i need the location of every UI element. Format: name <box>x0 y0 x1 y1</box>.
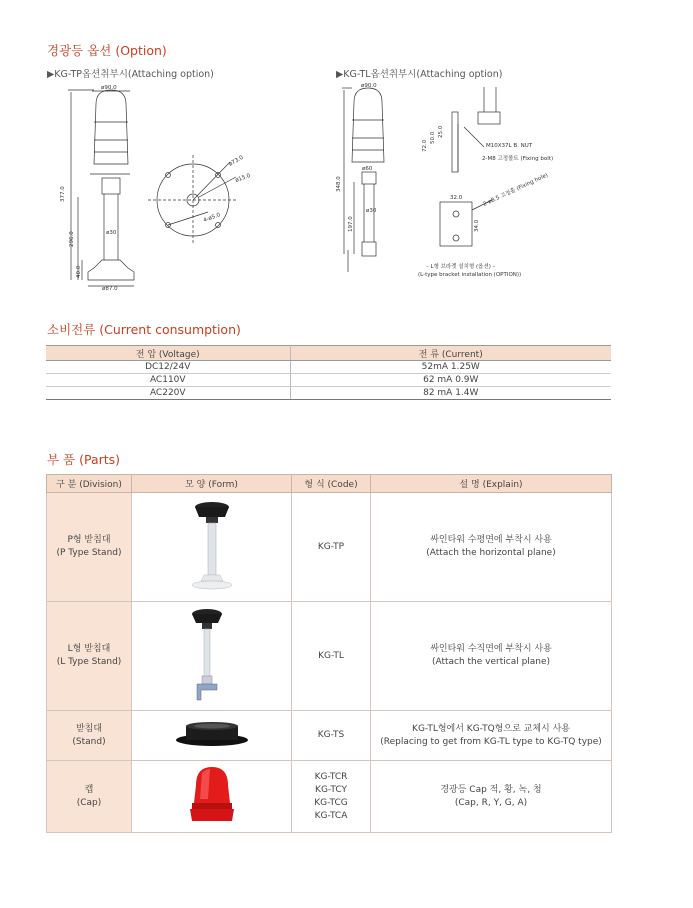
form-cell <box>132 761 292 833</box>
tp-dim-height-total: 377.0 <box>60 186 66 202</box>
tl-dim-neck-dia: ø60 <box>362 166 373 172</box>
tl-dim-bracket-w: 32.0 <box>450 195 463 201</box>
parts-header-division: 구 분 (Division) <box>47 475 132 493</box>
tl-bracket-caption-ko: – L형 브라켓 설치형 (옵션) – <box>426 264 496 270</box>
explain-cell: 경광등 Cap 적, 황, 녹, 청 (Cap, R, Y, G, A) <box>371 761 612 833</box>
division-cell: 캡 (Cap) <box>47 761 132 833</box>
tl-dim-bracket-hole: 2-ø8.5 고정홀 (Fixing hole) <box>482 172 550 208</box>
tl-dim-pole-dia: ø30 <box>366 208 377 214</box>
option-title: 경광등 옵션 (Option) <box>47 43 167 58</box>
tl-dim-bolt: M10X37L B. NUT <box>486 143 533 149</box>
tl-bracket-caption-en: (L-type bracket installation (OPTION)) <box>418 272 522 278</box>
tp-dim-height-pole: 296.0 <box>69 231 75 247</box>
tl-option-caption: ▶KG-TL옵션취부시(Attaching option) <box>336 69 503 80</box>
form-cell <box>132 602 292 711</box>
parts-header-explain: 설 명 (Explain) <box>371 475 612 493</box>
voltage-cell: AC220V <box>46 387 290 400</box>
explain-cell: KG-TL형에서 KG-TQ형으로 교체시 사용 (Replacing to get from KG-TL type to KG-TQ type) <box>371 711 612 761</box>
tp-dim-circle-a: ø73.0 <box>228 154 245 168</box>
explain-cell: 싸인타워 수직면에 부착시 사용 (Attach the vertical plane) <box>371 602 612 711</box>
current-cell: 52mA 1.25W <box>290 361 611 374</box>
tl-dim-height-lower: 197.0 <box>348 216 354 232</box>
parts-table <box>46 474 612 833</box>
p-type-stand-image <box>177 499 247 591</box>
tp-dim-top-dia: ø90.0 <box>101 85 117 91</box>
parts-header-code: 형 식 (Code) <box>292 475 371 493</box>
voltage-cell: AC110V <box>46 374 290 387</box>
stand-image <box>172 718 252 748</box>
table-row <box>47 761 612 833</box>
table-row <box>47 493 612 602</box>
code-cell: KG-TCR KG-TCY KG-TCG KG-TCA <box>292 761 371 833</box>
parts-header-form: 모 양 (Form) <box>132 475 292 493</box>
tl-dim-height-total: 348.0 <box>336 176 342 192</box>
division-cell: P형 받침대 (P Type Stand) <box>47 493 132 602</box>
code-cell: KG-TS <box>292 711 371 761</box>
code-cell: KG-TP <box>292 493 371 602</box>
division-cell: L형 받침대 (L Type Stand) <box>47 602 132 711</box>
tl-dim-bracket-h: 34.0 <box>474 219 480 232</box>
consumption-title: 소비전류 (Current consumption) <box>47 322 241 337</box>
form-cell <box>132 493 292 602</box>
tl-dim-top-dia: ø90.0 <box>361 83 377 89</box>
tl-dim-side-c: 25.0 <box>438 125 444 138</box>
consumption-header-voltage: 전 압 (Voltage) <box>46 346 290 361</box>
division-cell: 받침대 (Stand) <box>47 711 132 761</box>
tl-dim-fixing-bolt: 2-M8 고정볼트 (Fixing bolt) <box>482 156 554 162</box>
parts-title: 부 품 (Parts) <box>47 452 121 467</box>
tp-dim-height-base: 40.0 <box>76 265 82 278</box>
table-row <box>46 387 611 400</box>
table-row <box>46 361 611 374</box>
consumption-table <box>46 345 611 400</box>
tp-dim-circle-b: ø15.0 <box>234 172 252 184</box>
cap-image <box>182 763 242 825</box>
tl-dim-side-b: 50.0 <box>430 131 436 144</box>
code-cell: KG-TL <box>292 602 371 711</box>
table-row <box>47 711 612 761</box>
tp-dim-pole-dia: ø30 <box>106 230 117 236</box>
table-row <box>47 602 612 711</box>
explain-cell: 싸인타워 수평면에 부착시 사용 (Attach the horizontal plane) <box>371 493 612 602</box>
tp-dim-base-dia: ø87.0 <box>102 286 118 292</box>
tl-technical-drawing <box>334 82 554 282</box>
form-cell <box>132 711 292 761</box>
current-cell: 82 mA 1.4W <box>290 387 611 400</box>
consumption-header-current: 전 류 (Current) <box>290 346 611 361</box>
current-cell: 62 mA 0.9W <box>290 374 611 387</box>
tp-technical-drawing <box>58 82 268 292</box>
tp-dim-hole: 4-ø5.0 <box>202 212 222 224</box>
tl-dim-side-a: 72.0 <box>422 139 428 152</box>
tp-option-caption: ▶KG-TP옵션취부시(Attaching option) <box>47 69 214 80</box>
l-type-stand-image <box>177 606 247 702</box>
voltage-cell: DC12/24V <box>46 361 290 374</box>
table-row <box>46 374 611 387</box>
